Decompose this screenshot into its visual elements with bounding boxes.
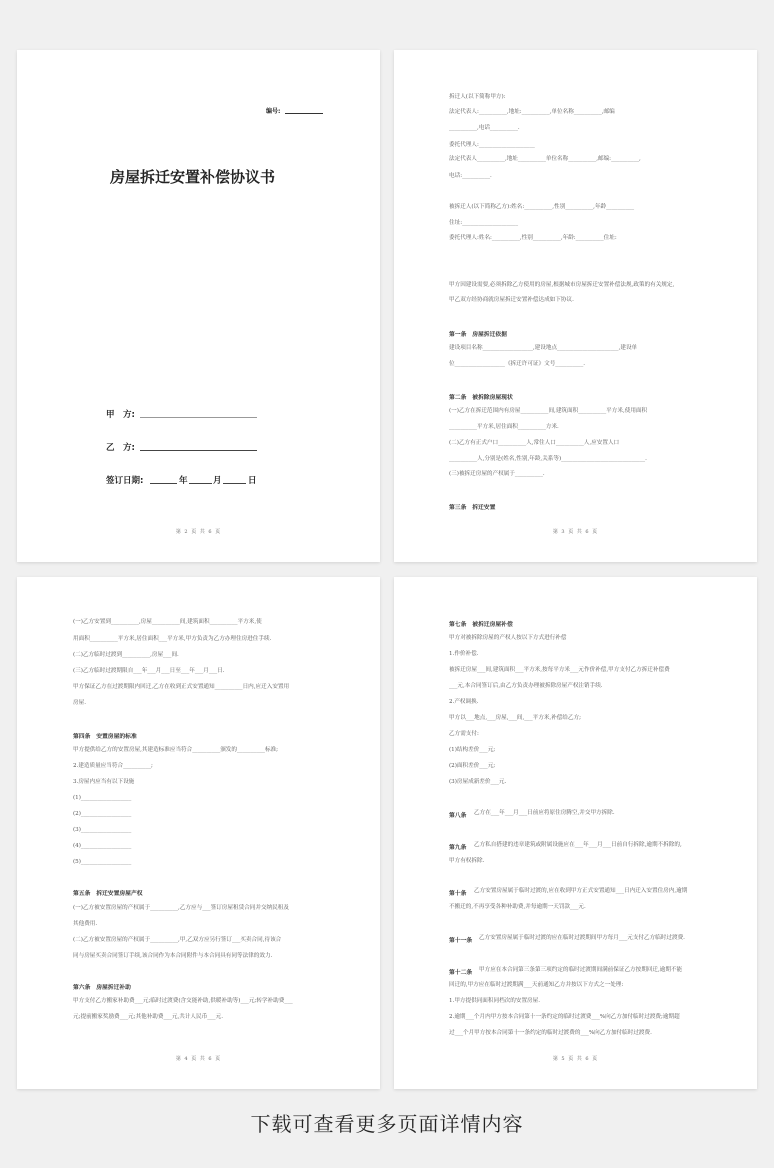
text-line: 被拆迁房屋___间,建筑面积___平方米,按每平方米___元作价补偿,甲方支付乙方拆迁补偿费	[449, 667, 670, 673]
page-2-cover	[17, 50, 380, 562]
text-line: (1)结构差价___元;	[449, 747, 496, 753]
text-line: __________人,分别是(姓名,性别,年龄,关系等)______________________________.	[449, 456, 647, 462]
text-line: 住址:____________________	[449, 220, 519, 226]
section-heading: 第四条 安置房屋的标准	[73, 734, 137, 740]
text-line: 乙方安置房屋属于临时过渡的,应在收到甲方正式安置通知___日内迁入安置住房内,逾期	[474, 888, 688, 894]
text-line: 元;提前搬家奖励费___元;其他补助费___元,共计人民币___元.	[73, 1014, 223, 1020]
text-line: (三)被拆迁房屋的产权属于__________.	[449, 471, 545, 477]
page-4	[17, 577, 380, 1089]
text-line: 3.房屋内应当有以下设施	[73, 779, 135, 785]
section-heading: 第十条	[449, 891, 467, 897]
text-line: 2.产权调换.	[449, 699, 479, 705]
text-line: (2)__________________	[73, 811, 132, 817]
text-line: 同与房屋买卖合同签订手续,该合同作为本合同附件与本合同具有同等法律的效力.	[73, 953, 273, 959]
text-line: __________,电话__________.	[449, 125, 520, 131]
page-footer: 第 3 页 共 6 页	[552, 529, 599, 535]
text-line: 甲方应在本合同第三条第三项约定的临时过渡期间满前保证乙方按期回迁,逾期不能	[479, 967, 683, 973]
text-line: (2)面积差价___元;	[449, 763, 496, 769]
text-line: 建设项目名称__________________,建设地点______________________,建设单	[449, 345, 638, 351]
text-line: 被拆迁人(以下简称乙方):姓名:__________,性别__________,年龄__________	[449, 204, 635, 210]
section-heading: 第五条 拆迁安置房屋产权	[73, 891, 143, 897]
section-heading: 第十一条	[449, 938, 473, 944]
text-line: (一)乙方被安置房屋的产权属于__________,乙方应与___签订房屋租赁合同并交纳民租及	[73, 905, 289, 911]
section-heading: 第十二条	[449, 970, 473, 976]
text-line: 电话:__________.	[449, 173, 492, 179]
page-3	[394, 50, 757, 562]
text-line: 委托代理人:姓名:__________,性别__________,年龄:__________住址:	[449, 235, 617, 241]
text-line: 过___个月甲方按本合同第十一条约定的临时过渡费的___%向乙方加付临时过渡费.	[449, 1030, 652, 1036]
party-a-blank	[140, 417, 257, 418]
section-heading: 第六条 房屋拆迁补助	[73, 985, 131, 991]
party-b-label: 乙 方:	[106, 443, 135, 453]
page-footer: 第 4 页 共 6 页	[175, 1056, 222, 1062]
text-line: 甲方支付乙方搬家补助费___元;临时过渡费(含交能补助,供暖补助等)___元;转学补助费___	[73, 998, 293, 1004]
section-heading: 第九条	[449, 845, 467, 851]
day-blank	[223, 483, 246, 484]
text-line: (一)乙方安置到__________,房屋__________间,建筑面积__________平方米,使	[73, 619, 262, 625]
text-line: 甲方保证乙方在过渡期限内回迁,乙方在收到正式安置通知__________日内,应迁入安置用	[73, 684, 290, 690]
code-blank	[285, 113, 323, 114]
text-line: (二)乙方被安置房屋的产权属于__________,甲,乙双方应另行签订___买卖合同,待该合	[73, 937, 282, 943]
text-line: 回迁的,甲方应在临时过渡期满___天前通知乙方并按以下方式之一处理:	[449, 982, 624, 988]
text-line: (1)__________________	[73, 795, 132, 801]
text-line: ___元,本合同签订后,由乙方负责办理被拆除房屋产权注销手续.	[449, 683, 603, 689]
text-line: 甲方因建设需要,必须拆除乙方使用的房屋,根据城市房屋拆迁安置补偿法规,政策的有关规定,	[449, 282, 675, 288]
text-line: 甲乙双方经协商就房屋拆迁安置补偿达成如下协议.	[449, 297, 574, 303]
text-line: 委托代理人:____________________	[449, 142, 535, 148]
text-line: 其他费用.	[73, 921, 98, 927]
text-line: 1.作价补偿.	[449, 651, 479, 657]
text-line: 2.建造质量应当符合__________;	[73, 763, 153, 769]
text-line: (4)__________________	[73, 843, 132, 849]
text-line: 拆迁人(以下简称甲方):	[449, 94, 506, 100]
page-5	[394, 577, 757, 1089]
text-line: 房屋.	[73, 700, 86, 706]
day-label: 日	[248, 476, 257, 486]
code-label: 编号:	[266, 108, 281, 115]
section-heading: 第二条 被拆除房屋现状	[449, 395, 513, 401]
page-footer: 第 5 页 共 6 页	[552, 1056, 599, 1062]
month-label: 月	[213, 476, 222, 486]
document-title: 房屋拆迁安置补偿协议书	[110, 168, 276, 186]
sign-date-label: 签订日期:	[106, 476, 144, 486]
text-line: (3)房屋成新差价___元.	[449, 779, 507, 785]
text-line: 用面积__________平方米,居住面积___平方米,甲方负责为乙方办理住房进住手续.	[73, 636, 272, 642]
section-heading: 第一条 房屋拆迁依据	[449, 332, 507, 338]
text-line: __________平方米,居住面积__________方米.	[449, 424, 559, 430]
month-blank	[189, 483, 212, 484]
text-line: (5)__________________	[73, 859, 132, 865]
text-line: (二)乙方有正式户口__________人,常住人口__________人,应安置人口	[449, 440, 620, 446]
party-a-label: 甲 方:	[106, 410, 135, 420]
text-line: (3)__________________	[73, 827, 132, 833]
text-line: 乙方私自搭建的违章建筑或附属设施应在___年___月___日前自行拆除,逾期不拆除的,	[474, 842, 682, 848]
text-line: (三)乙方临时过渡期限自___年___月___日至___年___月___日.	[73, 668, 225, 674]
text-line: 位__________________《拆迁许可证》文号__________.	[449, 361, 586, 367]
text-line: 不搬迁的,不再享受各种补助费,并每逾期一天罚款___元.	[449, 904, 586, 910]
text-line: (二)乙方临时过渡到__________,房屋___间.	[73, 652, 179, 658]
party-b-blank	[140, 450, 257, 451]
text-line: 甲方对被拆除房屋的产权人按以下方式进行补偿	[449, 635, 567, 641]
section-heading: 第八条	[449, 813, 467, 819]
text-line: 1.甲方提供同面积同档次的安置房屋.	[449, 998, 541, 1004]
text-line: 甲方有权拆除.	[449, 858, 485, 864]
text-line: 法定代表人:__________,地址:__________,单位名称__________,邮编	[449, 109, 615, 115]
section-heading: 第三条 拆迁安置	[449, 505, 496, 511]
page-footer: 第 2 页 共 6 页	[175, 529, 222, 535]
text-line: 甲方以___地点,___房屋,___间,___平方米,补偿给乙方;	[449, 715, 582, 721]
year-blank	[150, 483, 177, 484]
text-line: 法定代表人__________,地址__________单位名称__________,邮编:__________,	[449, 156, 641, 162]
download-caption: 下载可查看更多页面详情内容	[250, 1112, 524, 1136]
text-line: 乙方在___年___月___日前应将原住房腾空,并交甲方拆除.	[474, 810, 615, 816]
text-line: 甲方提供给乙方的安置房屋,其建造标准应当符合__________颁发的__________标准;	[73, 747, 279, 753]
section-heading: 第七条 被拆迁房屋补偿	[449, 622, 513, 628]
text-line: 乙方需支付:	[449, 731, 479, 737]
text-line: 2.逾期___个月内甲方按本合同第十一条约定的临时过渡费___%向乙方加付临时过渡费;逾期超	[449, 1014, 680, 1020]
text-line: (一)乙方在拆迁范围内有房屋__________间,建筑面积__________平方米,使用面积	[449, 408, 648, 414]
year-label: 年	[179, 476, 188, 486]
text-line: 乙方安置房屋属于临时过渡的应在临时过渡期间甲方每月___元支付乙方临时过渡费.	[479, 935, 685, 941]
